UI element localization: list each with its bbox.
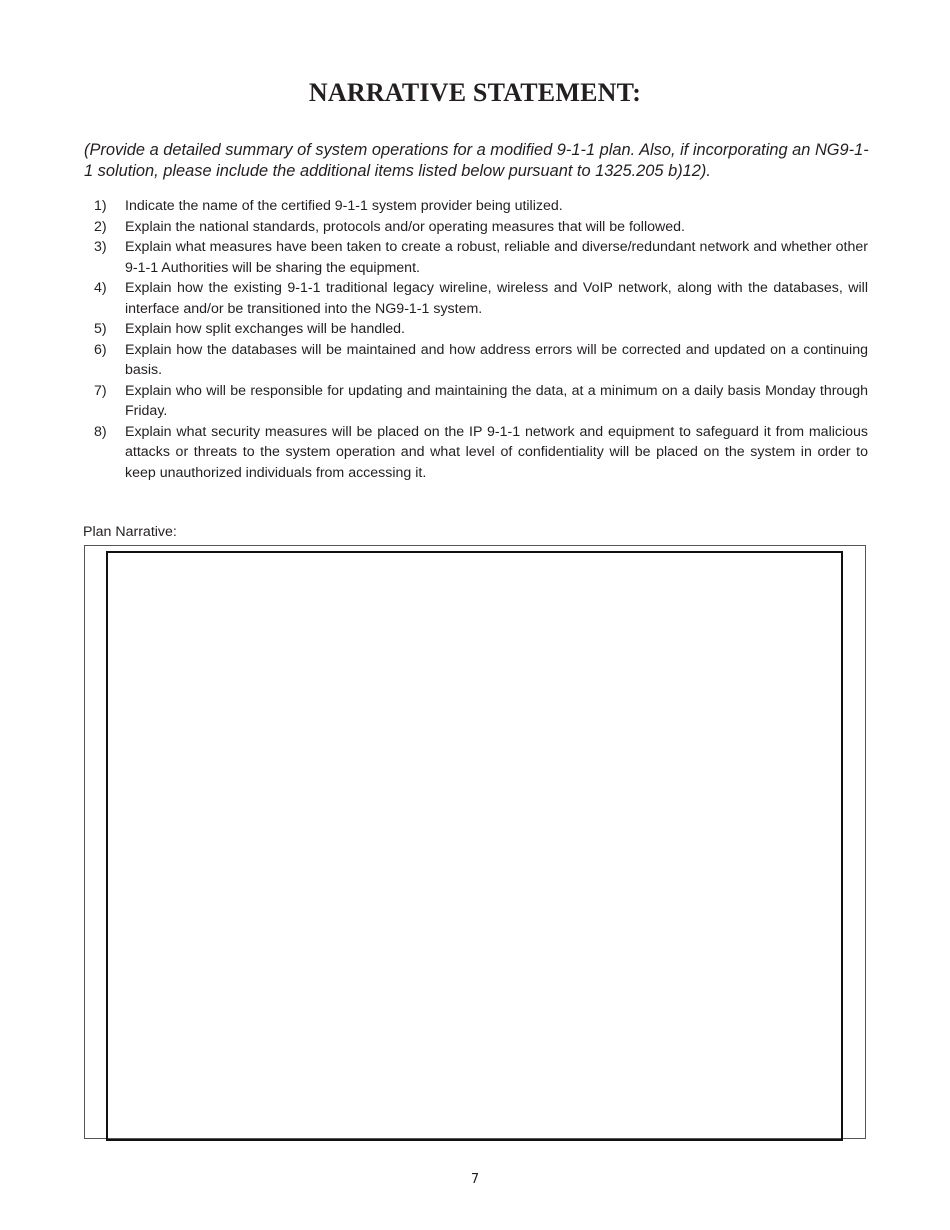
list-item-text: Explain what measures have been taken to create a robust, reliable and diverse/redundant network and whether other 9-1-1 Authorities will be sharing the equipment. — [125, 239, 868, 276]
list-item-number: 6) — [94, 341, 107, 358]
list-item-text: Explain the national standards, protocols and/or operating measures that will be followed. — [125, 218, 685, 235]
list-item — [84, 422, 868, 484]
list-item-number: 7) — [94, 382, 107, 399]
page-title: NARRATIVE STATEMENT: — [308, 78, 642, 107]
list-item-text: Indicate the name of the certified 9-1-1 system provider being utilized. — [125, 198, 563, 214]
list-item-number: 2) — [94, 218, 107, 235]
list-item-text: Explain how the existing 9-1-1 traditional legacy wireline, wireless and VoIP network, along with the databases, will interface and/or be transitioned into the NG9-1-1 system. — [125, 280, 868, 317]
requirements-list — [84, 196, 868, 483]
list-item-number: 3) — [94, 239, 107, 255]
list-item — [84, 278, 868, 319]
list-item-text: Explain how the databases will be maintained and how address errors will be corrected and updated on a continuing basis. — [125, 341, 868, 378]
list-item-number: 1) — [94, 198, 107, 214]
list-item — [84, 319, 868, 340]
list-item — [84, 217, 868, 238]
list-item-text: Explain how split exchanges will be handled. — [125, 321, 405, 337]
list-item-text: Explain what security measures will be placed on the IP 9-1-1 network and equipment to safeguard it from malicious attacks or threats to the system operation and what level of confidentiality will be placed on the system in order to keep unauthorized individuals from accessing it. — [125, 423, 868, 481]
list-item-number: 8) — [94, 423, 107, 440]
list-item-text: Explain who will be responsible for updating and maintaining the data, at a minimum on a daily basis Monday through Friday. — [125, 382, 868, 419]
instructions-paragraph: (Provide a detailed summary of system operations for a modified 9-1-1 plan. Also, if incorporating an NG9-1-1 solution, please include the additional items listed below pursuant to 1325.205 b)12). — [84, 141, 869, 180]
list-item — [84, 196, 868, 217]
page-number: 7 — [470, 1172, 480, 1187]
list-item-number: 4) — [94, 280, 107, 296]
plan-narrative-label: Plan Narrative: — [83, 524, 177, 540]
list-item-number: 5) — [94, 321, 107, 337]
list-item — [84, 381, 868, 422]
list-item — [84, 340, 868, 381]
list-item — [84, 237, 868, 278]
plan-narrative-field[interactable] — [106, 551, 843, 1141]
